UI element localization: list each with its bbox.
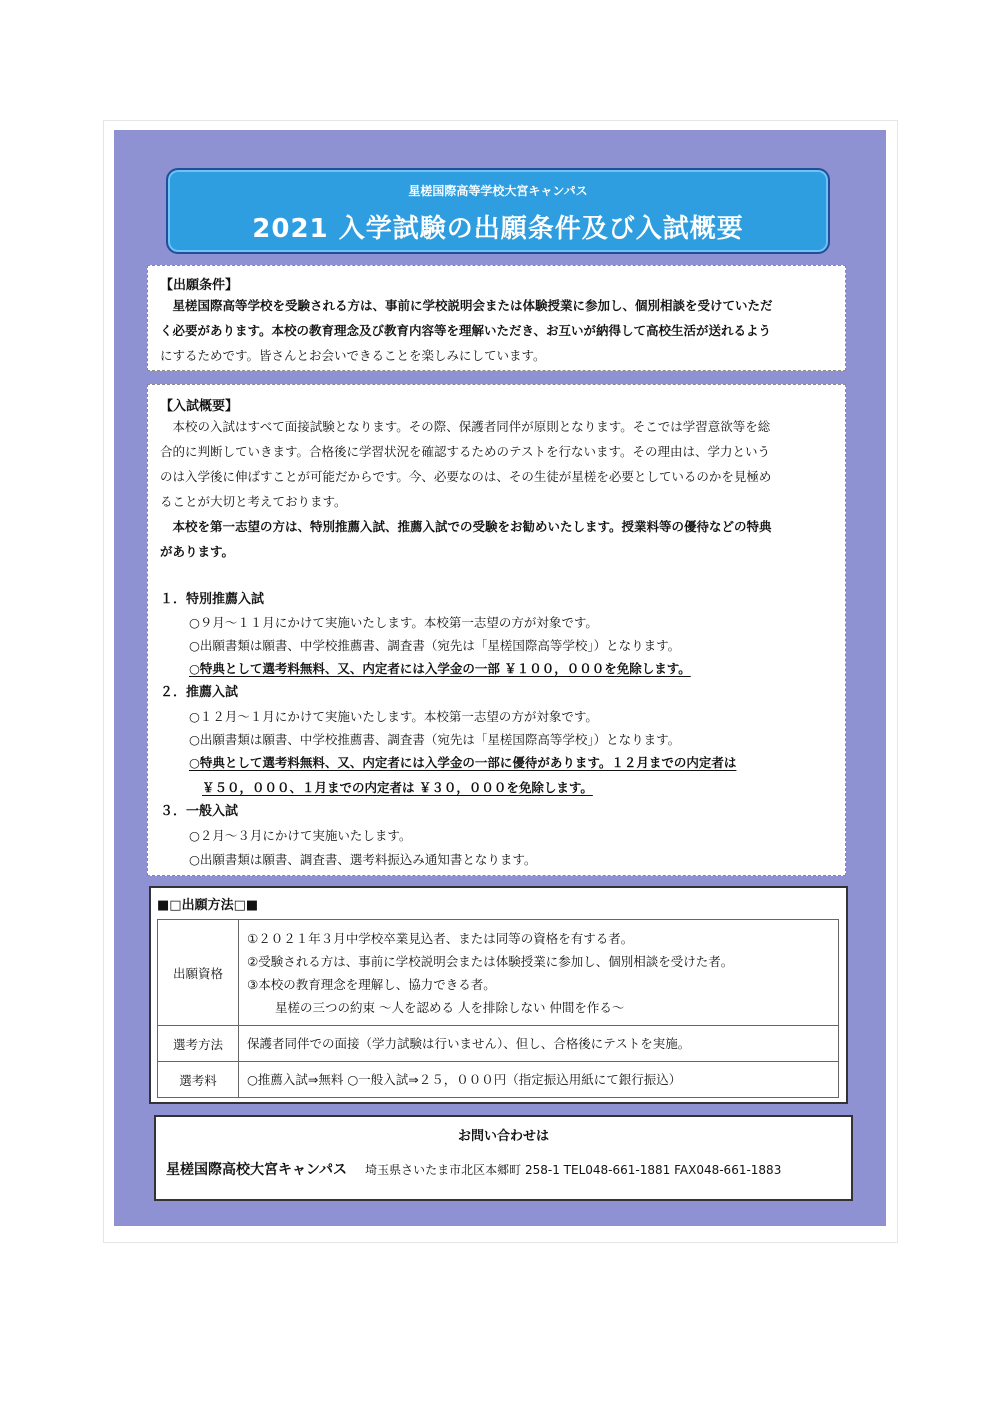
exam-type-title: ２．推薦入試 [160,685,239,700]
method-row-label: 選考方法 [158,1026,239,1062]
promise-line: 星槎の三つの約束 ～人を認める 人を排除しない 仲間を作る～ [275,999,625,1015]
overview-intro-line: ることが大切と考えております。 [160,494,347,509]
overview-recommend-line: 本校を第一志望の方は、特別推薦入試、推薦入試での受験をお勧めいたします。授業料等の優待などの特典 [172,519,772,534]
overview-intro-line: 合的に判断していきます。合格後に学習状況を確認するためのテストを行ないます。その理由は、学力という [160,444,771,459]
contact-box [154,1115,853,1201]
exam-benefit-line: ○特典として選考料無料、又、内定者には入学金の一部 ￥１００，０００を免除します。 [189,661,691,676]
banner-title: 2021 入学試験の出願条件及び入試概要 [252,214,744,244]
qualification-line: ③本校の教育理念を理解し、協力できる者。 [247,976,496,992]
exam-benefit-line: ○特典として選考料無料、又、内定者には入学金の一部に優待があります。１２月までの内定者は [189,755,737,770]
title-banner [166,168,830,254]
method-box [149,886,848,1104]
exam-detail-line: ○２月～３月にかけて実施いたします。 [189,828,412,843]
exam-detail-line: ○９月～１１月にかけて実施いたします。本校第一志望の方が対象です。 [189,615,598,630]
exam-detail-line: ○出願書類は願書、調査書、選考料振込み通知書となります。 [189,852,537,867]
overview-recommend-line: があります。 [160,544,235,559]
exam-detail-line: ○１２月～１月にかけて実施いたします。本校第一志望の方が対象です。 [189,709,598,724]
exam-type-title: １．特別推薦入試 [160,592,265,607]
exam-detail-line: ○出願書類は願書、中学校推薦書、調査書（宛先は「星槎国際高等学校」）となります。 [189,638,681,653]
conditions-box [147,265,846,371]
conditions-line: 星槎国際高等学校を受験される方は、事前に学校説明会または体験授業に参加し、個別相談を受けていただ [172,298,773,313]
table-row [158,1062,839,1098]
conditions-line: く必要があります。本校の教育理念及び教育内容等を理解いただき、お互いが納得して高校生活が送れるよう [160,323,772,338]
overview-box [147,384,846,876]
overview-heading: 【入試概要】 [160,399,239,414]
method-row-label: 出願資格 [158,920,239,1026]
table-row [158,1026,839,1062]
method-row-label: 選考料 [158,1062,239,1098]
qualification-line: ①２０２１年３月中学校卒業見込者、または同等の資格を有する者。 [247,930,634,946]
exam-benefit-line: ￥５０，０００、１月までの内定者は ￥３０，０００を免除します。 [202,780,593,795]
overview-intro-line: のは入学後に伸ばすことが可能だからです。今、必要なのは、その生徒が星槎を必要としているのかを見極め [160,469,772,484]
conditions-heading: 【出願条件】 [160,278,239,293]
overview-intro-line: 本校の入試はすべて面接試験となります。その際、保護者同伴が原則となります。そこでは学習意欲等を総 [172,419,771,434]
qualification-line: ②受験される方は、事前に学校説明会または体験授業に参加し、個別相談を受けた者。 [247,953,734,969]
table-row [158,920,839,1026]
selection-method-value: 保護者同伴での面接（学力試験は行いません）、但し、合格後にテストを実施。 [239,1026,839,1062]
exam-type-title: ３．一般入試 [160,804,239,819]
conditions-line: にするためです。皆さんとお会いできることを楽しみにしています。 [160,348,546,363]
method-heading: ■□出願方法□■ [157,898,259,913]
exam-detail-line: ○出願書類は願書、中学校推薦書、調査書（宛先は「星槎国際高等学校」）となります。 [189,732,681,747]
contact-heading: お問い合わせは [457,1129,549,1144]
exam-fee-value: ○推薦入試⇒無料 ○一般入試⇒２５，０００円（指定振込用紙にて銀行振込） [239,1062,839,1098]
method-table [157,919,839,1098]
school-address: 埼玉県さいたま市北区本郷町 258-1 TEL048-661-1881 FAX048-661-1883 [365,1163,782,1177]
school-name: 星槎国際高校大宮キャンパス [166,1162,348,1178]
banner-subtitle: 星槎国際高等学校大宮キャンパス [408,184,588,198]
